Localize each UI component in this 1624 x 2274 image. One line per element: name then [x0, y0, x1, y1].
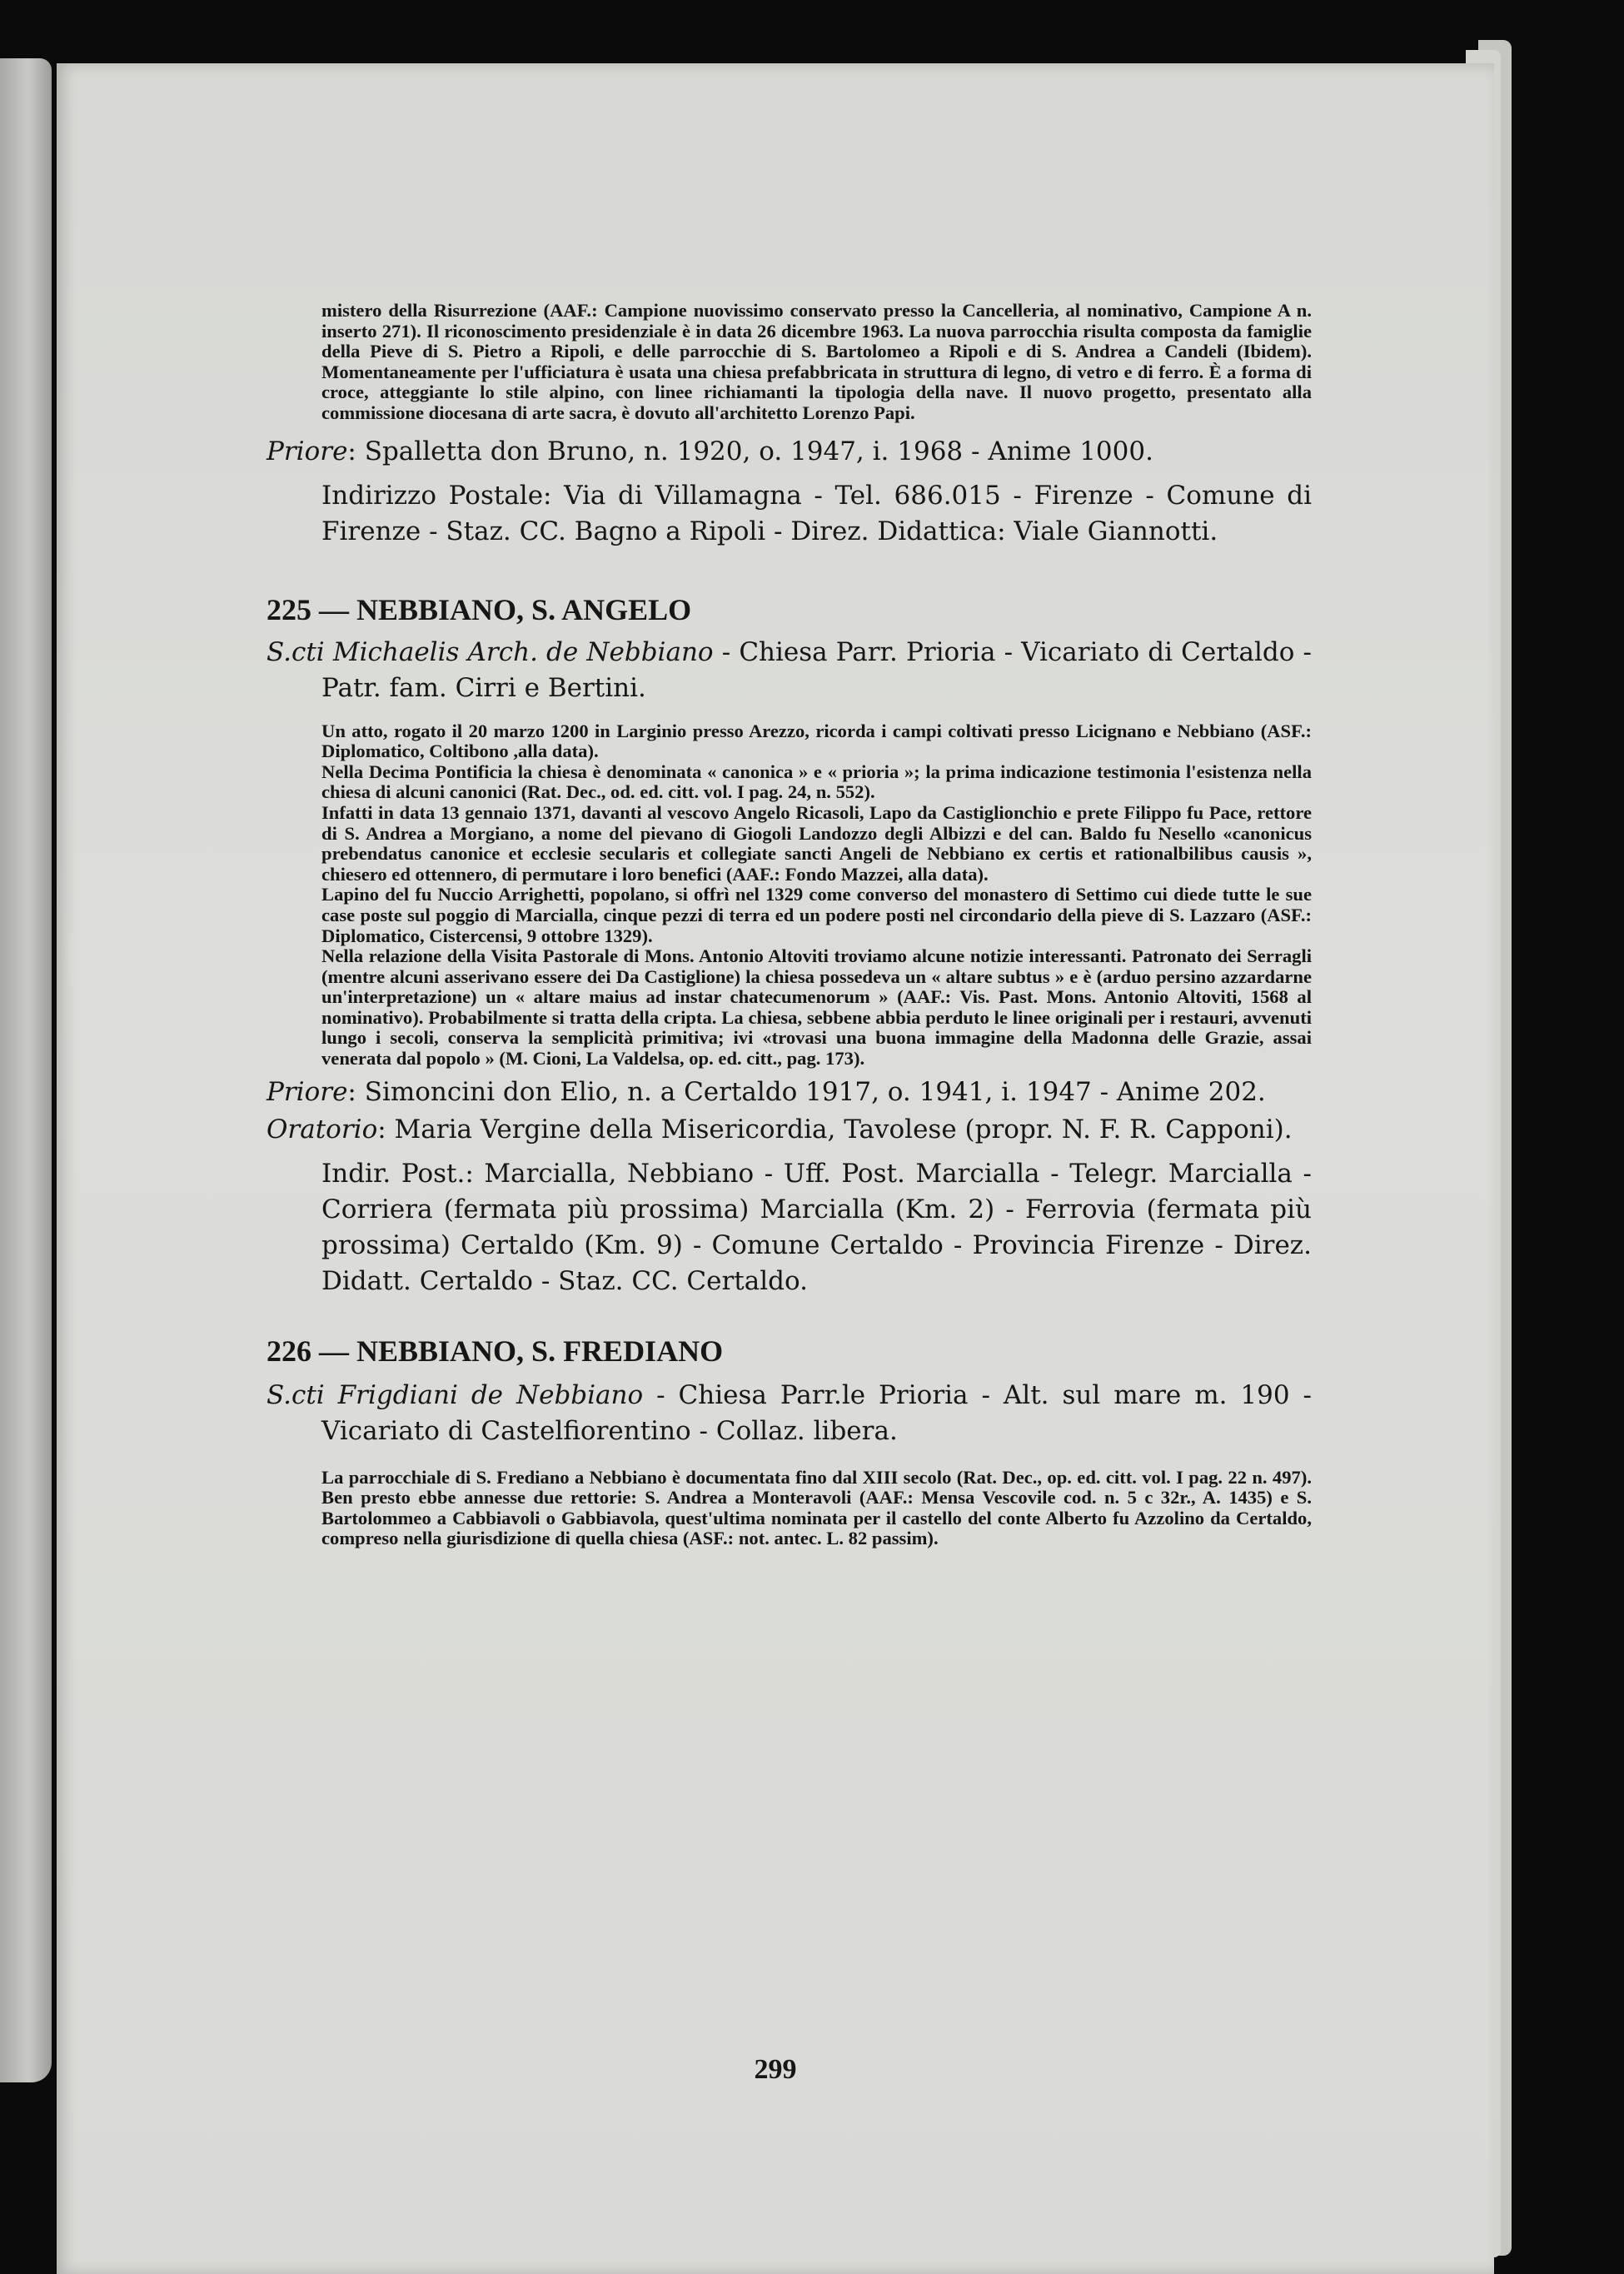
oratorio-entry [267, 1112, 1312, 1148]
book-page [57, 63, 1494, 2274]
note-paragraph: Un atto, rogato il 20 marzo 1200 in Larginio presso Arezzo, ricorda i campi coltivati presso Licignano e Nebbiano (ASF.: Diplomatico, Coltibono ,alla data). [321, 720, 1312, 762]
church-description: - Chiesa Parr.le Prioria - Alt. sul mare m. 190 - Vicariato di Castelfiorentino - Collaz. libera. [321, 1379, 1312, 1446]
note-paragraph: Lapino del fu Nuccio Arrighetti, popolano, si offrì nel 1329 come converso del monastero di Settimo cui diede tutte le sue case poste sul poggio di Marcialla, cinque pezzi di terra ed un podere posti nel circondario della pieve di S. Lazzaro (ASF.: Diplomatico, Cistercensi, 9 ottobre 1329). [321, 884, 1312, 946]
oratorio-text: : Maria Vergine della Misericordia, Tavolese (propr. N. F. R. Capponi). [377, 1114, 1293, 1144]
entry-225-title [267, 635, 1312, 706]
note-paragraph: La parrocchiale di S. Frediano a Nebbiano è documentata fino dal XIII secolo (Rat. Dec., op. ed. citt. vol. I pag. 22 n. 497). Ben presto ebbe annesse due rettorie: S. Andrea a Monteravoli (AAF.: Mensa Vescovile cod. n. 5 c 32r., A. 1435) e S. Bartolommeo a Cabbiavoli o Gabbiavola, quest'ultima nominata per il castello del conte Alberto fu Azzolino da Certaldo, compreso nella giurisdizione di quella chiesa (ASF.: not. antec. L. 82 passim). [321, 1466, 1312, 1549]
note-paragraph: Nella relazione della Visita Pastorale di Mons. Antonio Altoviti troviamo alcune notizie interessanti. Patronato dei Serragli (mentre alcuni asserivano essere dei Da Castiglione) la chiesa possedeva un « altare subtus » e è (arduo persino azzardarne un'interpretazione) un « altare maius ad instar chatecumenorum » (AAF.: Vis. Past. Mons. Antonio Altoviti, 1568 al nominativo). Probabilmente si tratta della cripta. La chiesa, sebbene abbia perduto le linee originali per i restauri, avvenuti lungo i secoli, conserva la semplicità primitiva; ivi «trovasi una buona immagine della Madonna delle Grazie, assai venerata dal popolo » (M. Cioni, La Valdelsa, op. ed. citt., pag. 173). [321, 945, 1312, 1070]
postal-address: Indirizzo Postale: Via di Villamagna - Tel. 686.015 - Firenze - Comune di Firenze - Staz. CC. Bagno a Ripoli - Direz. Didattica: Viale Giannotti. [321, 480, 1312, 546]
priore-text: : Simoncini don Elio, n. a Certaldo 1917, o. 1941, i. 1947 - Anime 202. [347, 1076, 1266, 1107]
page-number: 299 [754, 2054, 797, 2085]
entry-225-heading: 225 — NEBBIANO, S. ANGELO [267, 592, 692, 626]
entry-226-title [267, 1378, 1312, 1449]
entry-226-notes [267, 1468, 1312, 1549]
priore-text: : Spalletta don Bruno, n. 1920, o. 1947, i. 1968 - Anime 1000. [347, 436, 1153, 466]
latin-name: S.cti Frigdiani de Nebbiano [267, 1379, 644, 1410]
note-paragraph: Nella Decima Pontificia la chiesa è denominata « canonica » e « prioria »; la prima indicazione testimonia l'esistenza nella chiesa di alcuni canonici (Rat. Dec., od. ed. citt. vol. I pag. 24, n. 552). [321, 760, 1312, 803]
priore-label: Priore [267, 1076, 348, 1107]
entry-226-heading: 226 — NEBBIANO, S. FREDIANO [267, 1334, 724, 1368]
page-content [267, 301, 1312, 1549]
postal-address: Indir. Post.: Marcialla, Nebbiano - Uff. Post. Marcialla - Telegr. Marcialla - Corriera (fermata più prossima) Marcialla (Km. 2) - Ferrovia (fermata più prossima) Certaldo (Km. 9) - Comune Certaldo - Provincia Firenze - Direz. Didatt. Certaldo - Staz. CC. Certaldo. [321, 1158, 1312, 1296]
note-paragraph: Infatti in data 13 gennaio 1371, davanti al vescovo Angelo Ricasoli, Lapo da Castiglionchio e prete Filippo fu Pace, rettore di S. Andrea a Morgiano, a nome del pievano di Giogoli Landozzo degli Albizzi e del can. Baldo fu Nesello «canonicus prebendatus canonice et ecclesie secularis et collegiate sancti Angeli de Nebbiano ex certis et rationalbilibus causis », chiesero ed ottennero, di permutare i loro benefici (AAF.: Fondo Mazzei, alla data). [321, 801, 1312, 885]
intro-note [267, 301, 1312, 424]
entry-225-notes [267, 721, 1312, 1070]
priore-entry [267, 1075, 1312, 1110]
oratorio-label: Oratorio [267, 1114, 378, 1144]
church-description: - Chiesa Parr. Prioria - Vicariato di Certaldo - Patr. fam. Cirri e Bertini. [321, 636, 1312, 703]
facing-page-edge [0, 58, 52, 2082]
priore-label: Priore [267, 436, 348, 466]
latin-name: S.cti Michaelis Arch. de Nebbiano [267, 636, 714, 667]
priore-entry [267, 434, 1312, 470]
intro-paragraph: mistero della Risurrezione (AAF.: Campione nuovissimo conservato presso la Cancelleria, al nominativo, Campione A n. inserto 271). Il riconoscimento presidenziale è in data 26 dicembre 1963. La nuova parrocchia risulta composta da famiglie della Pieve di S. Pietro a Ripoli, e delle parrocchie di S. Bartolomeo a Ripoli e di S. Andrea a Candeli (Ibidem). Momentaneamente per l'ufficiatura è usata una chiesa prefabbricata in struttura di legno, di vetro e di ferro. È a forma di croce, atteggiante lo stile alpino, con linee richiamanti la tipologia della nave. Il nuovo progetto, presentato alla commissione diocesana di arte sacra, è dovuto all'architetto Lorenzo Papi. [321, 300, 1312, 423]
